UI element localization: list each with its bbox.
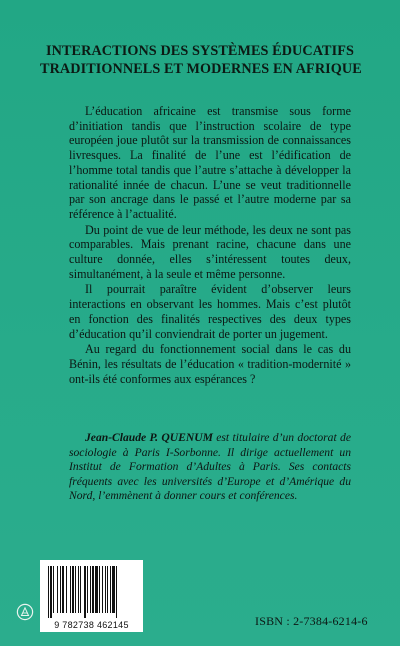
barcode-bar	[107, 566, 108, 613]
title-line-1: INTERACTIONS DES SYSTÈMES ÉDUCATIFS	[46, 43, 354, 59]
title-line-2: TRADITIONNELS ET MODERNES EN AFRIQUE	[40, 61, 362, 77]
barcode-bar	[112, 566, 115, 613]
barcode-bar	[99, 566, 100, 613]
summary-paragraph-1: L’éducation africaine est transmise sous forme d’initiation tandis que l’instruction scolaire de type européen joue plutôt sur la transmission de connaissances livresques. La finalité de l’une est l’édification de l’homme total tandis que l’autre s’attache à développer la rationalité innée de chacun. L’une se veut traditionnelle par son ancrage dans le passé et l’autre moderne par sa référence à l’actualité.	[69, 104, 351, 221]
barcode-bar	[62, 566, 64, 613]
author-name: Jean-Claude P. QUENUM	[85, 431, 213, 444]
barcode-bar	[102, 566, 103, 613]
barcode-bar	[53, 566, 54, 613]
author-bio-text: est titulaire d’un doctorat de sociologie à Paris I-Sorbonne. Il dirige actuellement un Institut de Formation d’Adultes à Paris. Ses contacts fréquents avec les universités d’Europe et d’Amérique du Nord, l’emmènent à donner cours et conférences.	[69, 431, 351, 502]
barcode-bar	[84, 566, 86, 618]
book-title	[40, 42, 360, 78]
barcode-icon	[46, 566, 137, 618]
barcode-bar	[87, 566, 88, 613]
barcode-bar	[105, 566, 106, 613]
barcode-bar	[80, 566, 81, 613]
barcode-bar	[57, 566, 58, 613]
barcode-bar	[70, 566, 71, 613]
barcode-bar	[78, 566, 79, 613]
isbn-label: ISBN : 2-7384-6214-6	[255, 614, 368, 628]
author-bio	[69, 431, 351, 504]
barcode-bar	[72, 566, 74, 613]
barcode-bar	[92, 566, 94, 613]
summary-text	[69, 104, 351, 387]
barcode-number: 9 782738 462145	[54, 620, 129, 630]
barcode-bar	[66, 566, 67, 613]
publisher-logo-icon	[16, 603, 34, 621]
barcode	[40, 560, 143, 632]
barcode-bar	[48, 566, 49, 618]
barcode-bar	[95, 566, 98, 613]
summary-paragraph-3: Il pourrait paraître évident d’observer leurs interactions en observant les hommes. Mais c’est plutôt en fonction des finalités respectives des deux types d’éducation qu’il conviendrait de porter un jugement.	[69, 282, 351, 341]
barcode-bar	[60, 566, 61, 613]
barcode-bar	[90, 566, 91, 613]
barcode-bar	[116, 566, 117, 618]
summary-paragraph-2: Du point de vue de leur méthode, les deux ne sont pas comparables. Mais prenant racine, chacune dans une culture donnée, elles s’intéressent toutes deux, simultanément, à la seule et même personne.	[69, 222, 351, 281]
barcode-bar	[110, 566, 111, 613]
barcode-bar	[50, 566, 52, 618]
barcode-bar	[75, 566, 76, 613]
summary-paragraph-4: Au regard du fonctionnement social dans le cas du Bénin, les résultats de l’éducation « tradition-modernité » ont-ils été conformes aux espérances ?	[69, 342, 351, 386]
